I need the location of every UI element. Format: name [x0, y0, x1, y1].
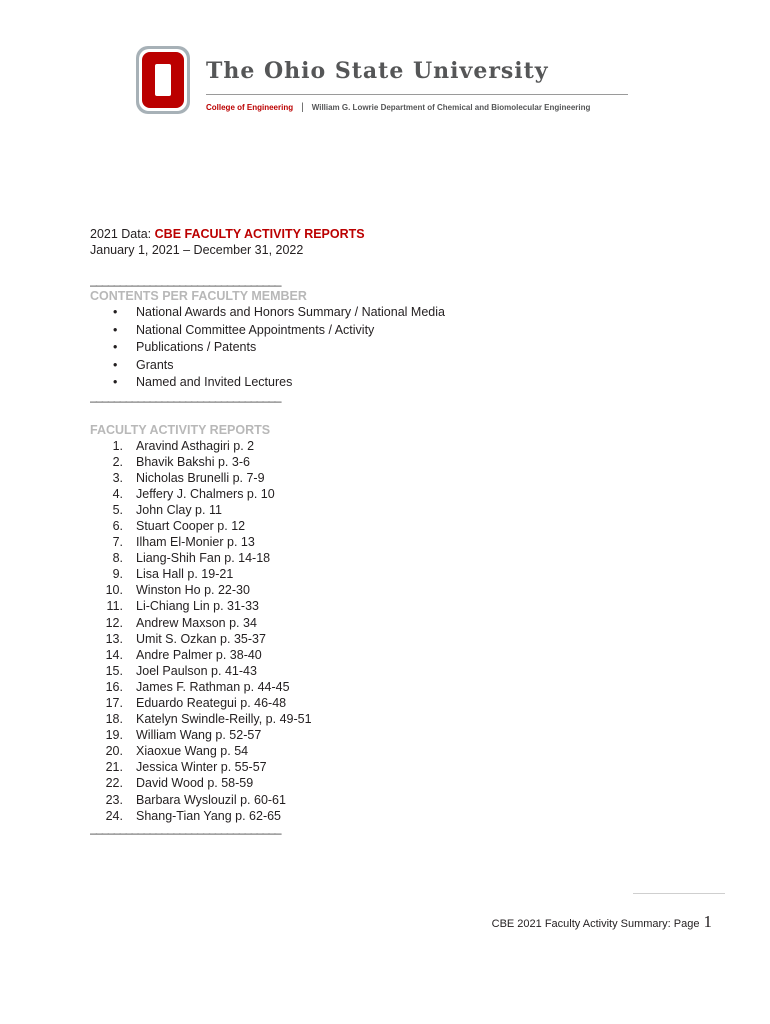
list-item-label: Ilham El-Monier p. 13 — [136, 535, 255, 550]
list-item-label: Lisa Hall p. 19-21 — [136, 567, 234, 582]
bullet-icon: • — [113, 305, 118, 319]
list-item-label: Barbara Wyslouzil p. 60-61 — [136, 792, 286, 807]
list-item — [90, 663, 445, 679]
reports-heading: FACULTY ACTIVITY REPORTS — [90, 422, 271, 437]
list-item — [90, 357, 445, 375]
section-rule: ________________________________ — [90, 388, 281, 403]
list-item-label: Named and Invited Lectures — [136, 375, 293, 389]
contents-list — [90, 304, 445, 392]
footer-label: CBE 2021 Faculty Activity Summary: Page — [491, 918, 700, 930]
list-item — [90, 743, 445, 759]
list-item — [90, 454, 445, 470]
list-item — [90, 518, 445, 534]
footer-divider — [633, 893, 725, 894]
list-item-number: 11. — [106, 599, 123, 614]
list-item-label: Umit S. Ozkan p. 35-37 — [136, 631, 266, 646]
title-prefix: 2021 Data: — [90, 227, 155, 241]
list-item-number: 16. — [105, 679, 123, 694]
list-item-label: Aravind Asthagiri p. 2 — [136, 438, 255, 453]
title-highlight: CBE FACULTY ACTIVITY REPORTS — [154, 227, 365, 241]
list-item — [90, 792, 445, 808]
header-divider — [206, 94, 628, 95]
list-item — [90, 711, 445, 727]
list-item-number: 10. — [105, 583, 123, 598]
list-item-label: Nicholas Brunelli p. 7-9 — [136, 470, 265, 485]
list-item-number: 3. — [112, 470, 123, 485]
list-item — [90, 679, 445, 695]
list-item-label: Winston Ho p. 22-30 — [136, 583, 250, 598]
unit-line — [206, 102, 590, 113]
list-item-number: 17. — [105, 696, 123, 710]
list-item-number: 14. — [105, 647, 123, 662]
list-item — [90, 775, 445, 791]
list-item-number: 12. — [105, 615, 123, 630]
bullet-icon: • — [113, 322, 118, 337]
list-item — [90, 486, 445, 502]
list-item-number: 13. — [105, 631, 123, 646]
list-item-number: 9. — [112, 567, 123, 582]
unit-separator: | — [301, 102, 304, 113]
list-item — [90, 438, 445, 454]
list-item-label: National Awards and Honors Summary / National Media — [136, 305, 445, 319]
bullet-icon: • — [113, 357, 118, 372]
list-item-label: Eduardo Reategui p. 46-48 — [136, 696, 287, 710]
list-item — [90, 582, 445, 598]
list-item — [90, 566, 445, 582]
list-item — [90, 759, 445, 775]
list-item — [90, 502, 445, 518]
department-name: William G. Lowrie Department of Chemical and Biomolecular Engineering — [311, 103, 591, 112]
list-item-number: 24. — [105, 808, 123, 823]
list-item — [90, 339, 445, 357]
list-item-label: Publications / Patents — [136, 340, 257, 354]
list-item — [90, 647, 445, 663]
list-item-label: Jeffery J. Chalmers p. 10 — [136, 486, 275, 501]
list-item — [90, 550, 445, 566]
list-item-label: Xiaoxue Wang p. 54 — [136, 744, 249, 759]
list-item-number: 1. — [112, 438, 123, 453]
list-item-label: Bhavik Bakshi p. 3-6 — [136, 454, 250, 469]
list-item — [90, 615, 445, 631]
list-item-number: 15. — [105, 663, 123, 678]
list-item-label: Andre Palmer p. 38-40 — [136, 647, 262, 662]
list-item-number: 5. — [112, 502, 123, 517]
college-name: College of Engineering — [206, 103, 294, 112]
list-item-number: 8. — [112, 551, 123, 566]
document-body — [90, 226, 445, 836]
list-item — [90, 727, 445, 743]
list-item — [90, 470, 445, 486]
date-range: January 1, 2021 – December 31, 2022 — [90, 243, 304, 257]
list-item-label: William Wang p. 52-57 — [136, 728, 262, 743]
list-item-label: Katelyn Swindle-Reilly, p. 49-51 — [136, 712, 312, 727]
bullet-icon: • — [113, 340, 118, 354]
list-item — [90, 808, 445, 824]
list-item-label: Grants — [136, 357, 174, 372]
list-item-label: James F. Rathman p. 44-45 — [136, 679, 290, 694]
list-item-label: Andrew Maxson p. 34 — [136, 615, 257, 630]
document-title — [90, 226, 445, 242]
list-item-label: Jessica Winter p. 55-57 — [136, 760, 267, 775]
list-item-number: 19. — [105, 728, 123, 743]
list-item-label: David Wood p. 58-59 — [136, 776, 254, 791]
list-item-number: 20. — [105, 744, 123, 759]
list-item-number: 18. — [105, 712, 123, 727]
list-item-label: Stuart Cooper p. 12 — [136, 518, 246, 533]
list-item-label: Liang-Shih Fan p. 14-18 — [136, 551, 271, 566]
page-footer — [492, 912, 712, 932]
list-item — [90, 374, 445, 392]
list-item-label: National Committee Appointments / Activity — [136, 322, 375, 337]
list-item — [90, 304, 445, 322]
list-item — [90, 534, 445, 550]
section-rule: ________________________________ — [90, 820, 281, 835]
list-item-number: 2. — [112, 454, 123, 469]
list-item-label: John Clay p. 11 — [136, 502, 222, 517]
block-o-logo — [136, 46, 190, 114]
list-item — [90, 631, 445, 647]
page-number: 1 — [703, 912, 712, 931]
list-item-label: Joel Paulson p. 41-43 — [136, 663, 257, 678]
university-name: The Ohio State University — [206, 58, 549, 84]
contents-heading: CONTENTS PER FACULTY MEMBER — [90, 289, 307, 303]
list-item-label: Shang-Tian Yang p. 62-65 — [136, 808, 282, 823]
list-item-number: 21. — [105, 760, 123, 775]
list-item-number: 6. — [112, 518, 123, 533]
list-item-number: 7. — [112, 535, 123, 550]
list-item — [90, 695, 445, 711]
reports-list — [90, 438, 445, 824]
list-item — [90, 322, 445, 340]
list-item-number: 23. — [105, 792, 123, 807]
list-item-label: Li-Chiang Lin p. 31-33 — [136, 599, 259, 614]
bullet-icon: • — [113, 375, 118, 389]
section-rule: ________________________________ — [90, 273, 281, 287]
list-item — [90, 598, 445, 614]
list-item-number: 4. — [112, 486, 123, 501]
list-item-number: 22. — [105, 776, 123, 791]
